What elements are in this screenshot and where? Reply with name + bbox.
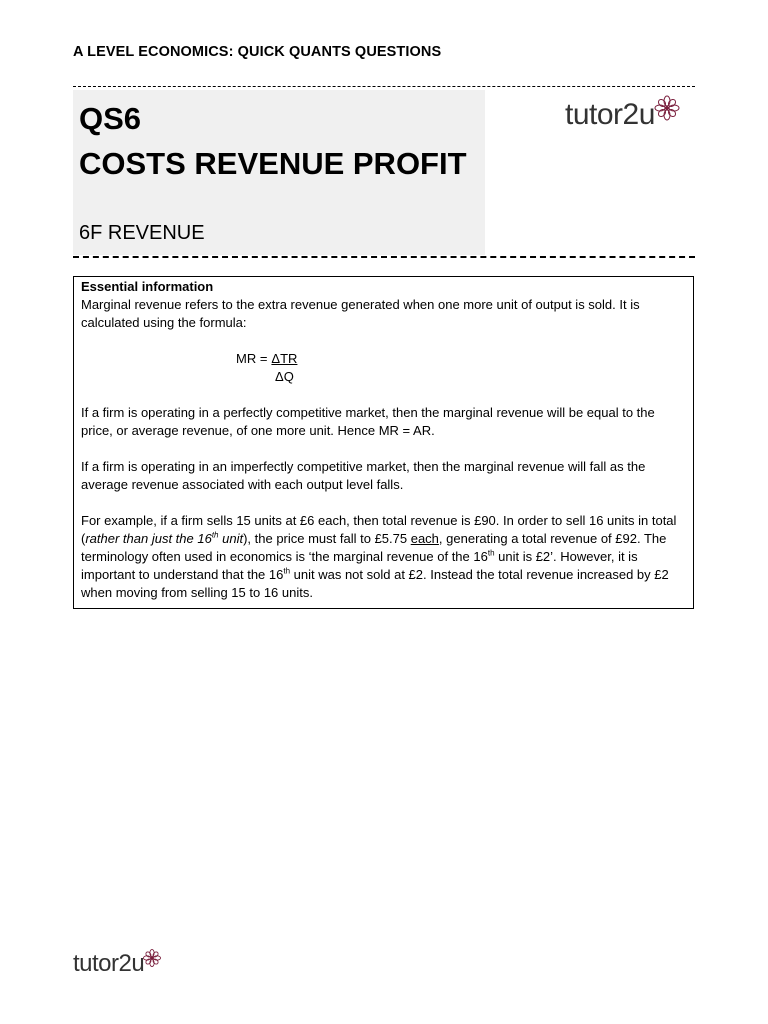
footer-logo-wordmark: tutor2u [73,950,145,977]
imperfect-competition-text: If a firm is operating in an imperfectly competitive market, then the marginal revenue will fall as the average revenue associated with each output level falls. [81,459,646,492]
intro-text: Marginal revenue refers to the extra revenue generated when one more unit of output is sold. It is calculated using the formula: [81,297,640,330]
question-set-code: QS6 [79,101,142,136]
perfect-competition-text: If a firm is operating in a perfectly competitive market, then the marginal revenue will be equal to the price, or average revenue, of one more unit. Hence MR = AR. [81,405,655,438]
dashed-divider-bottom [73,256,695,258]
logo-wordmark: tutor2u [565,98,655,131]
document-heading: A LEVEL ECONOMICS: QUICK QUANTS QUESTIONS [73,44,442,60]
mr-formula [236,350,685,386]
box-title: Essential information [81,279,214,294]
tutor2u-footer-logo [73,952,162,976]
dashed-divider-top [73,86,695,87]
title-block [73,90,485,255]
formula-numerator: ΔTR [271,351,298,366]
question-set-subtopic: 6F REVENUE [79,222,205,244]
formula-lhs: MR = [236,351,268,366]
question-set-topic: COSTS REVENUE PROFIT [79,146,467,181]
formula-denominator: ΔQ [275,369,294,384]
flower-icon [142,948,162,968]
example-text: For example, if a firm sells 15 units at £6 each, then total revenue is £90. In order to sell 16 units in total (rather than just the 16th unit), the price must fall to £5.75 each, generating a total revenue of £92. The terminology often used in economics is ‘the marginal revenue of the 16th unit is £2’. However, it is important to understand that the 16th unit was not sold at £2. Instead the total revenue increased by £2 when moving from selling 15 to 16 units. [81,513,677,600]
tutor2u-logo [565,100,681,130]
essential-information-box [73,276,694,609]
flower-icon [653,94,681,122]
